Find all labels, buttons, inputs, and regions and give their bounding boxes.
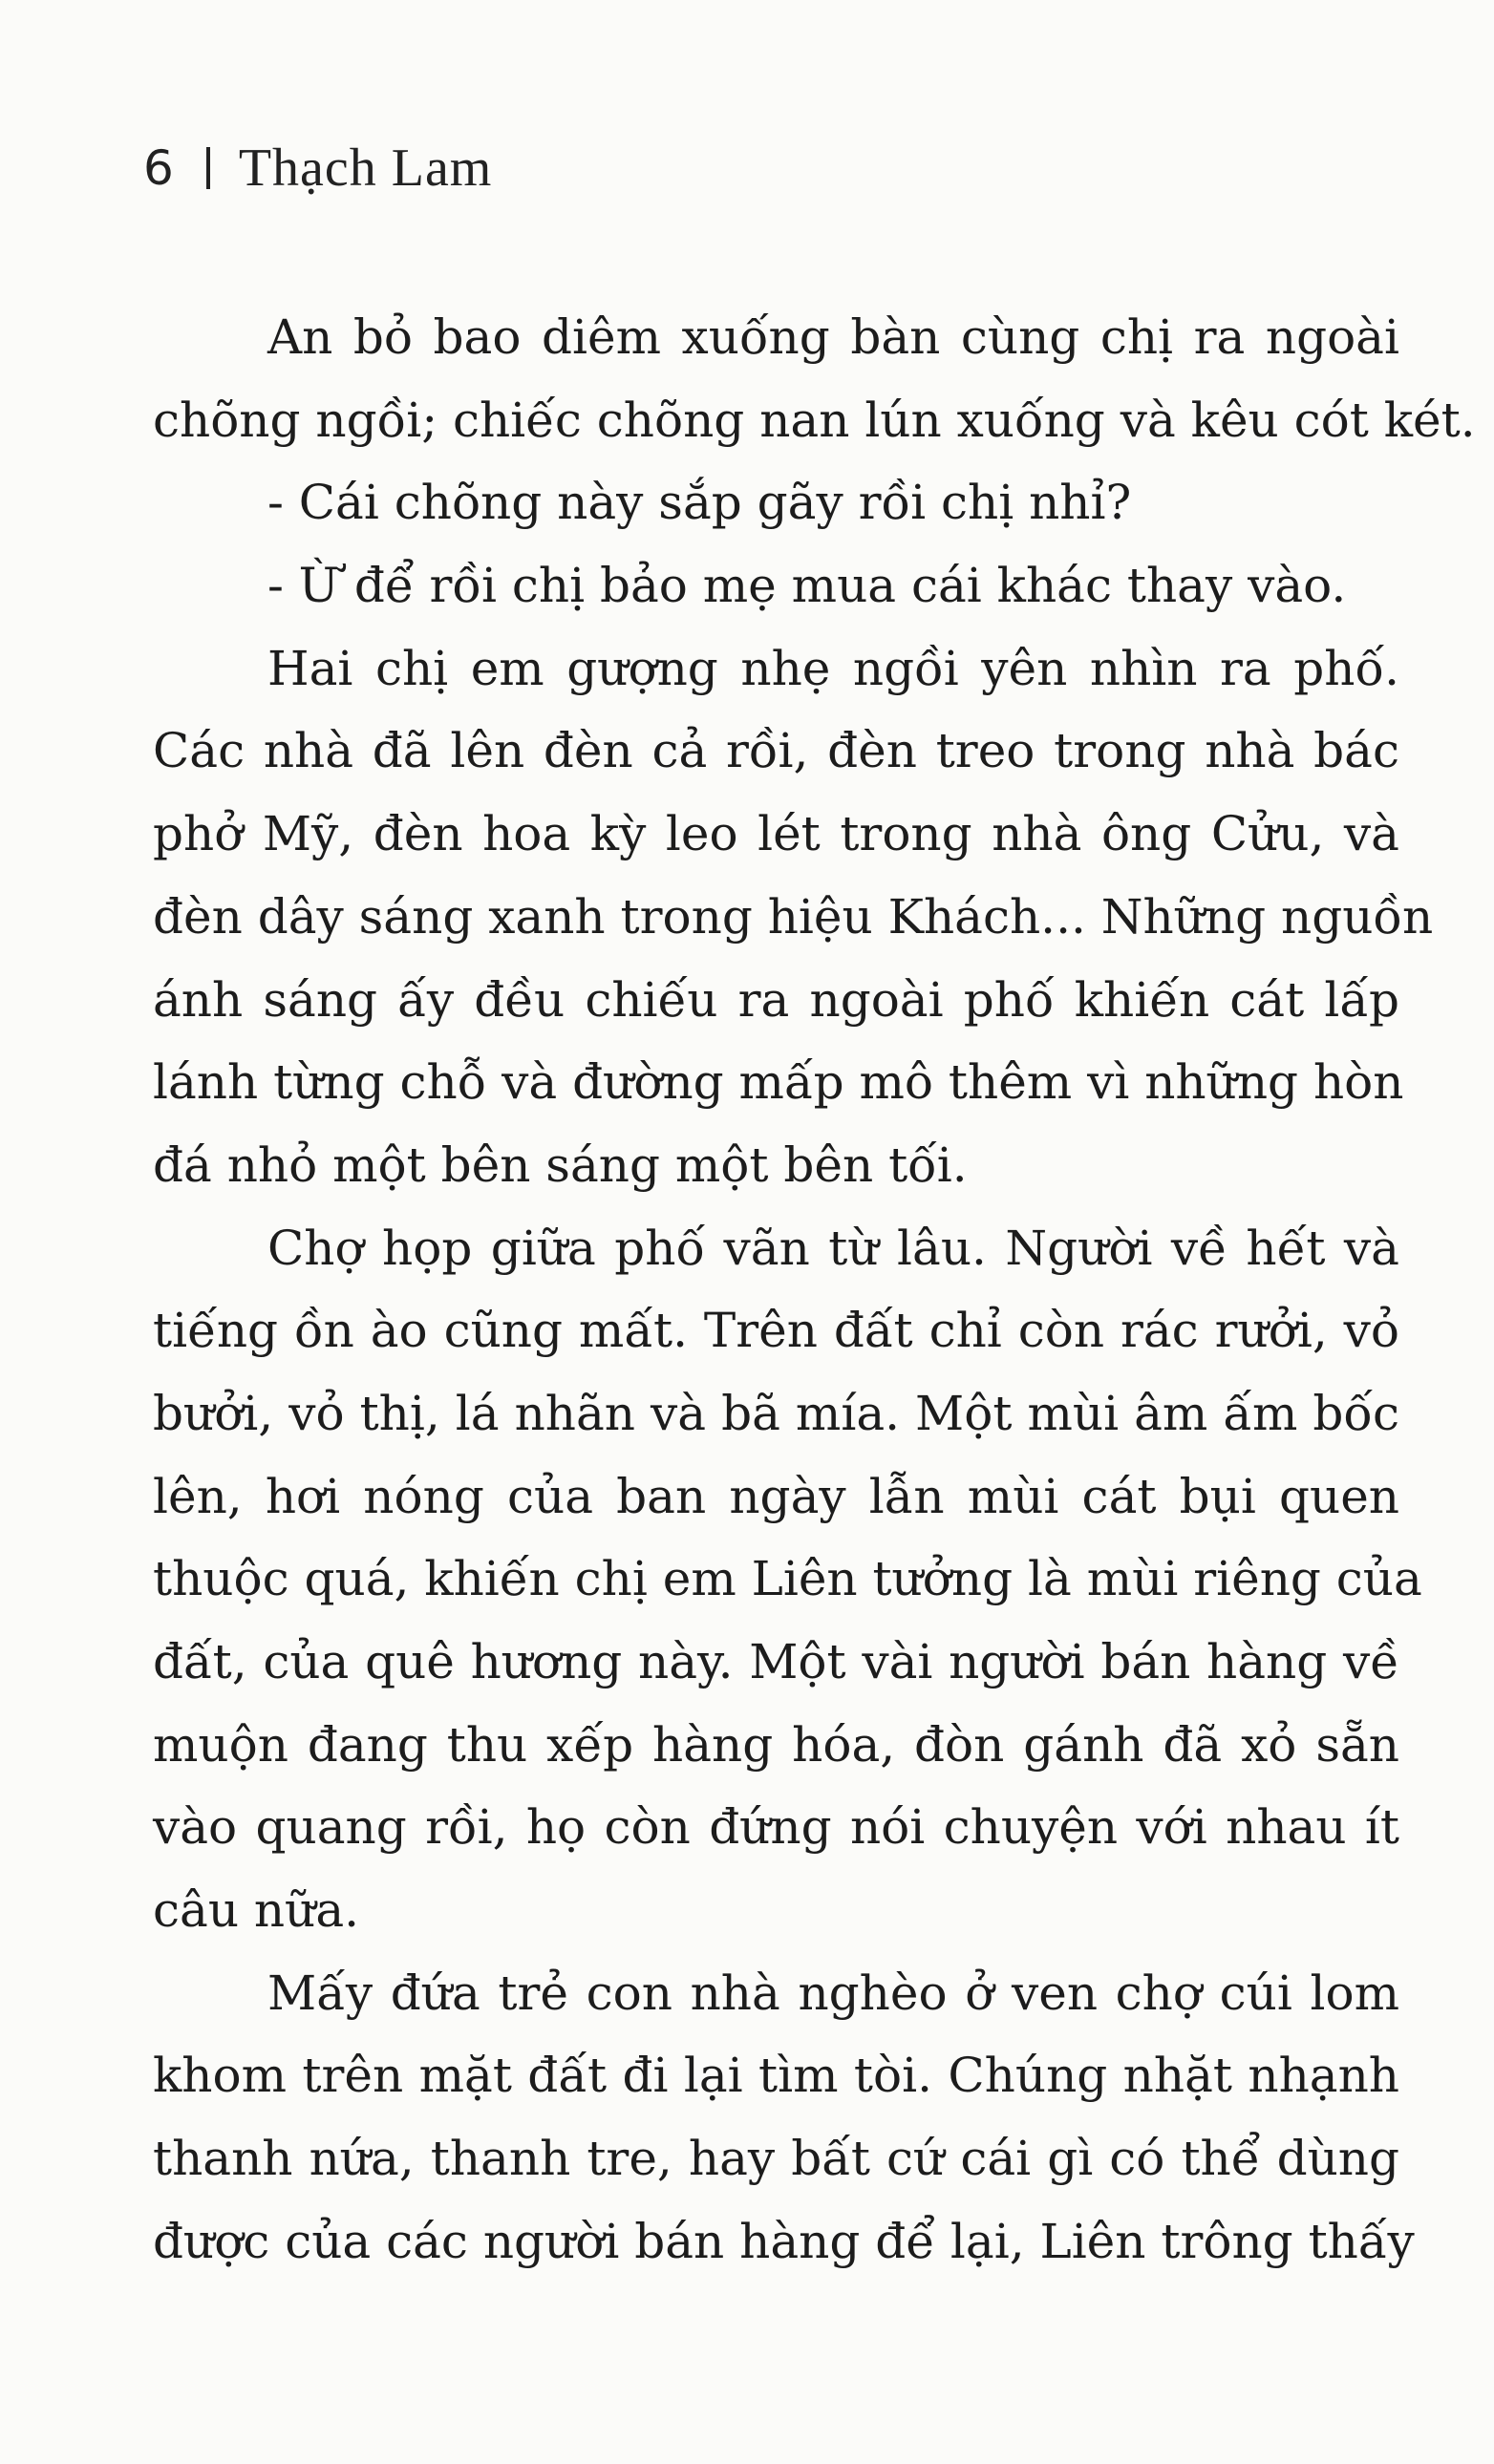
text-line: lánh từng chỗ và đường mấp mô thêm vì những hòn	[153, 1054, 1404, 1111]
body-text	[153, 296, 1476, 2283]
text-line: Mấy đứa trẻ con nhà nghèo ở ven chợ cúi lom	[267, 1965, 1399, 2021]
text-line: đất, của quê hương này. Một vài người bán hàng về	[153, 1634, 1399, 1689]
paragraph	[153, 1952, 1415, 2283]
dialogue-line	[153, 461, 1399, 544]
dialogue-line	[153, 544, 1399, 627]
text-line: câu nữa.	[153, 1882, 360, 1939]
text-line: An bỏ bao diêm xuống bàn cùng chị ra ngoài	[267, 309, 1399, 365]
text-line: phở Mỹ, đèn hoa kỳ leo lét trong nhà ông Cửu, và	[153, 806, 1399, 862]
paragraph	[153, 1207, 1422, 1952]
text-line: đèn dây sáng xanh trong hiệu Khách... Những nguồn	[153, 888, 1434, 945]
text-line: bưởi, vỏ thị, lá nhãn và bã mía. Một mùi âm ấm bốc	[153, 1385, 1399, 1441]
text-line: Các nhà đã lên đèn cả rồi, đèn treo trong nhà bác	[153, 723, 1399, 779]
running-title-author: Thạch Lam	[238, 138, 493, 198]
text-line: muộn đang thu xếp hàng hóa, đòn gánh đã xỏ sẵn	[153, 1716, 1399, 1773]
paragraph	[153, 296, 1476, 461]
text-line: thanh nứa, thanh tre, hay bất cứ cái gì có thể dùng	[153, 2131, 1399, 2187]
text-line: tiếng ồn ào cũng mất. Trên đất chỉ còn rác rưởi, vỏ	[153, 1303, 1399, 1359]
header-divider	[206, 147, 210, 189]
text-line: chõng ngồi; chiếc chõng nan lún xuống và kêu cót két.	[153, 392, 1476, 448]
text-line: khom trên mặt đất đi lại tìm tòi. Chúng nhặt nhạnh	[153, 2048, 1399, 2104]
text-line: lên, hơi nóng của ban ngày lẫn mùi cát bụi quen	[153, 1468, 1399, 1524]
page-number: 6	[143, 140, 174, 196]
text-line: vào quang rồi, họ còn đứng nói chuyện với nhau ít	[153, 1799, 1399, 1856]
paragraph	[153, 627, 1434, 1207]
text-line: thuộc quá, khiến chị em Liên tưởng là mùi riêng của	[153, 1551, 1422, 1607]
text-line: Hai chị em gượng nhẹ ngồi yên nhìn ra phố.	[267, 640, 1399, 696]
text-line: Chợ họp giữa phố vãn từ lâu. Người về hết và	[267, 1220, 1399, 1276]
text-line: - Ừ để rồi chị bảo mẹ mua cái khác thay vào.	[267, 558, 1347, 614]
text-line: - Cái chõng này sắp gãy rồi chị nhỉ?	[267, 475, 1132, 531]
page-header	[143, 138, 493, 198]
text-line: đá nhỏ một bên sáng một bên tối.	[153, 1136, 968, 1193]
text-line: được của các người bán hàng để lại, Liên trông thấy	[153, 2213, 1415, 2269]
text-line: ánh sáng ấy đều chiếu ra ngoài phố khiến cát lấp	[153, 971, 1399, 1028]
